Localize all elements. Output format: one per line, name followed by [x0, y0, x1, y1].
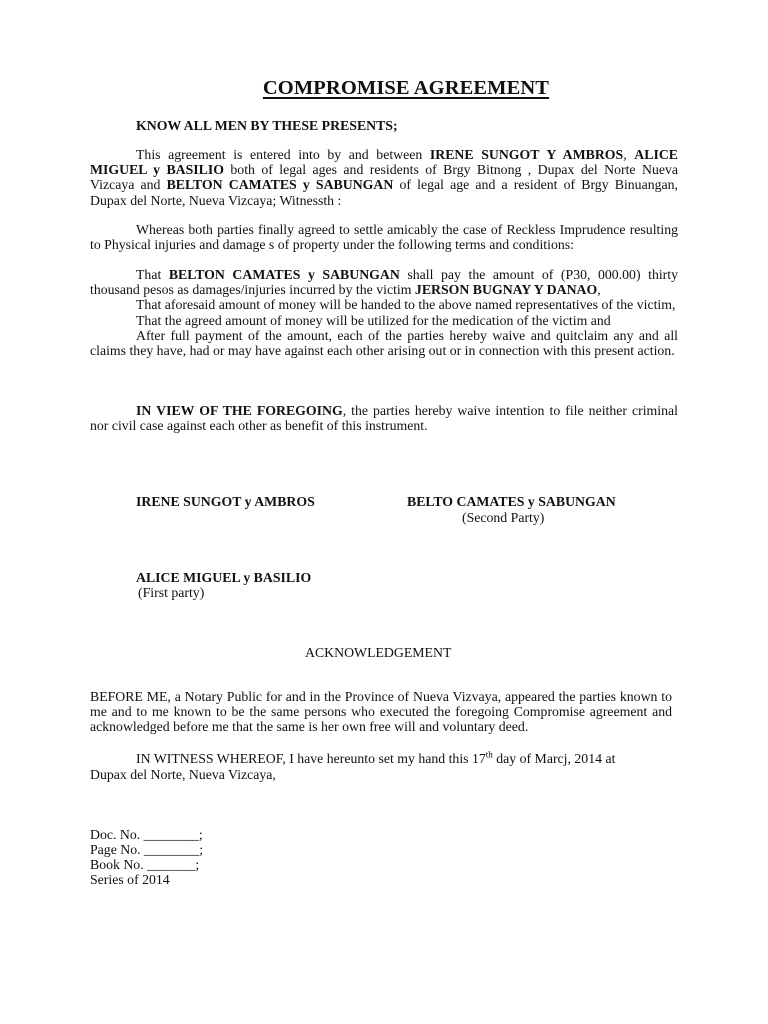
second-party-label: (Second Party) [462, 510, 545, 525]
acknowledgement-heading: ACKNOWLEDGEMENT [305, 645, 452, 660]
signature-alice: ALICE MIGUEL y BASILIO [136, 570, 312, 585]
party-alice: ALICE MIGUEL y BASILIO [90, 147, 678, 178]
term-medication: That the agreed amount of money will be utilized for the medication of the victim and [136, 312, 611, 328]
victim-name: JERSON BUGNAY Y DANAO [414, 282, 598, 298]
page-no: Page No. ________; [90, 842, 204, 857]
signature-irene: IRENE SUNGOT y AMBROS [136, 494, 315, 509]
party-belton: BELTON CAMATES y SABUNGAN [166, 177, 394, 193]
witness-line: IN WITNESS WHEREOF, I have hereunto set my hand this 17th day of Marcj, 2014 at [136, 749, 616, 766]
term-handover: That aforesaid amount of money will be handed to the above named representatives of the victim, [136, 297, 676, 313]
series: Series of 2014 [90, 872, 170, 887]
document-title: COMPROMISE AGREEMENT [262, 77, 550, 99]
terms-block [90, 267, 678, 358]
book-no: Book No. _______; [90, 857, 200, 872]
whereas-paragraph: Whereas both parties finally agreed to settle amicably the case of Reckless Imprudence resulting to Physical injuries and damage s of property under the following terms and conditions: [90, 222, 678, 253]
acknowledgement-paragraph: BEFORE ME, a Notary Public for and in the Province of Nueva Vizvaya, appeared the parties known to me and to me known to be the same persons who executed the foregoing Compromise agreement and acknowledged before me that the same is her own free will and voluntary deed. [90, 689, 672, 735]
salutation: KNOW ALL MEN BY THESE PRESENTS; [136, 118, 398, 133]
in-view-paragraph: IN VIEW OF THE FOREGOING, the parties hereby waive intention to file neither criminal nor civil case against each other as benefit of this instrument. [90, 403, 678, 434]
term-payment: That BELTON CAMATES y SABUNGAN shall pay the amount of (P30, 000.00) thirty thousand pesos as damages/injuries incurred by the victim JERSON BUGNAY Y DANAO, [90, 267, 679, 298]
term-quitclaim: After full payment of the amount, each of the parties hereby waive and quitclaim any and all claims they have, had or may have against each other arising out or in connection with this present action. [90, 327, 678, 359]
first-party-label: (First party) [138, 585, 205, 600]
signature-belto: BELTO CAMATES y SABUNGAN [407, 494, 616, 509]
intro-paragraph: This agreement is entered into by and between IRENE SUNGOT Y AMBROS, ALICE MIGUEL y BASILIO both of legal ages and residents of Brgy Bitnong , Dupax del Norte Nueva Vizcaya and BELTON CAMATES y SABUNGAN of legal age and a resident of Brgy Binuangan, Dupax del Norte, Nueva Vizcaya; Witnessth : [90, 147, 678, 208]
witness-place: Dupax del Norte, Nueva Vizcaya, [90, 767, 276, 782]
party-irene: IRENE SUNGOT Y AMBROS [429, 147, 624, 162]
doc-no: Doc. No. ________; [90, 827, 203, 842]
